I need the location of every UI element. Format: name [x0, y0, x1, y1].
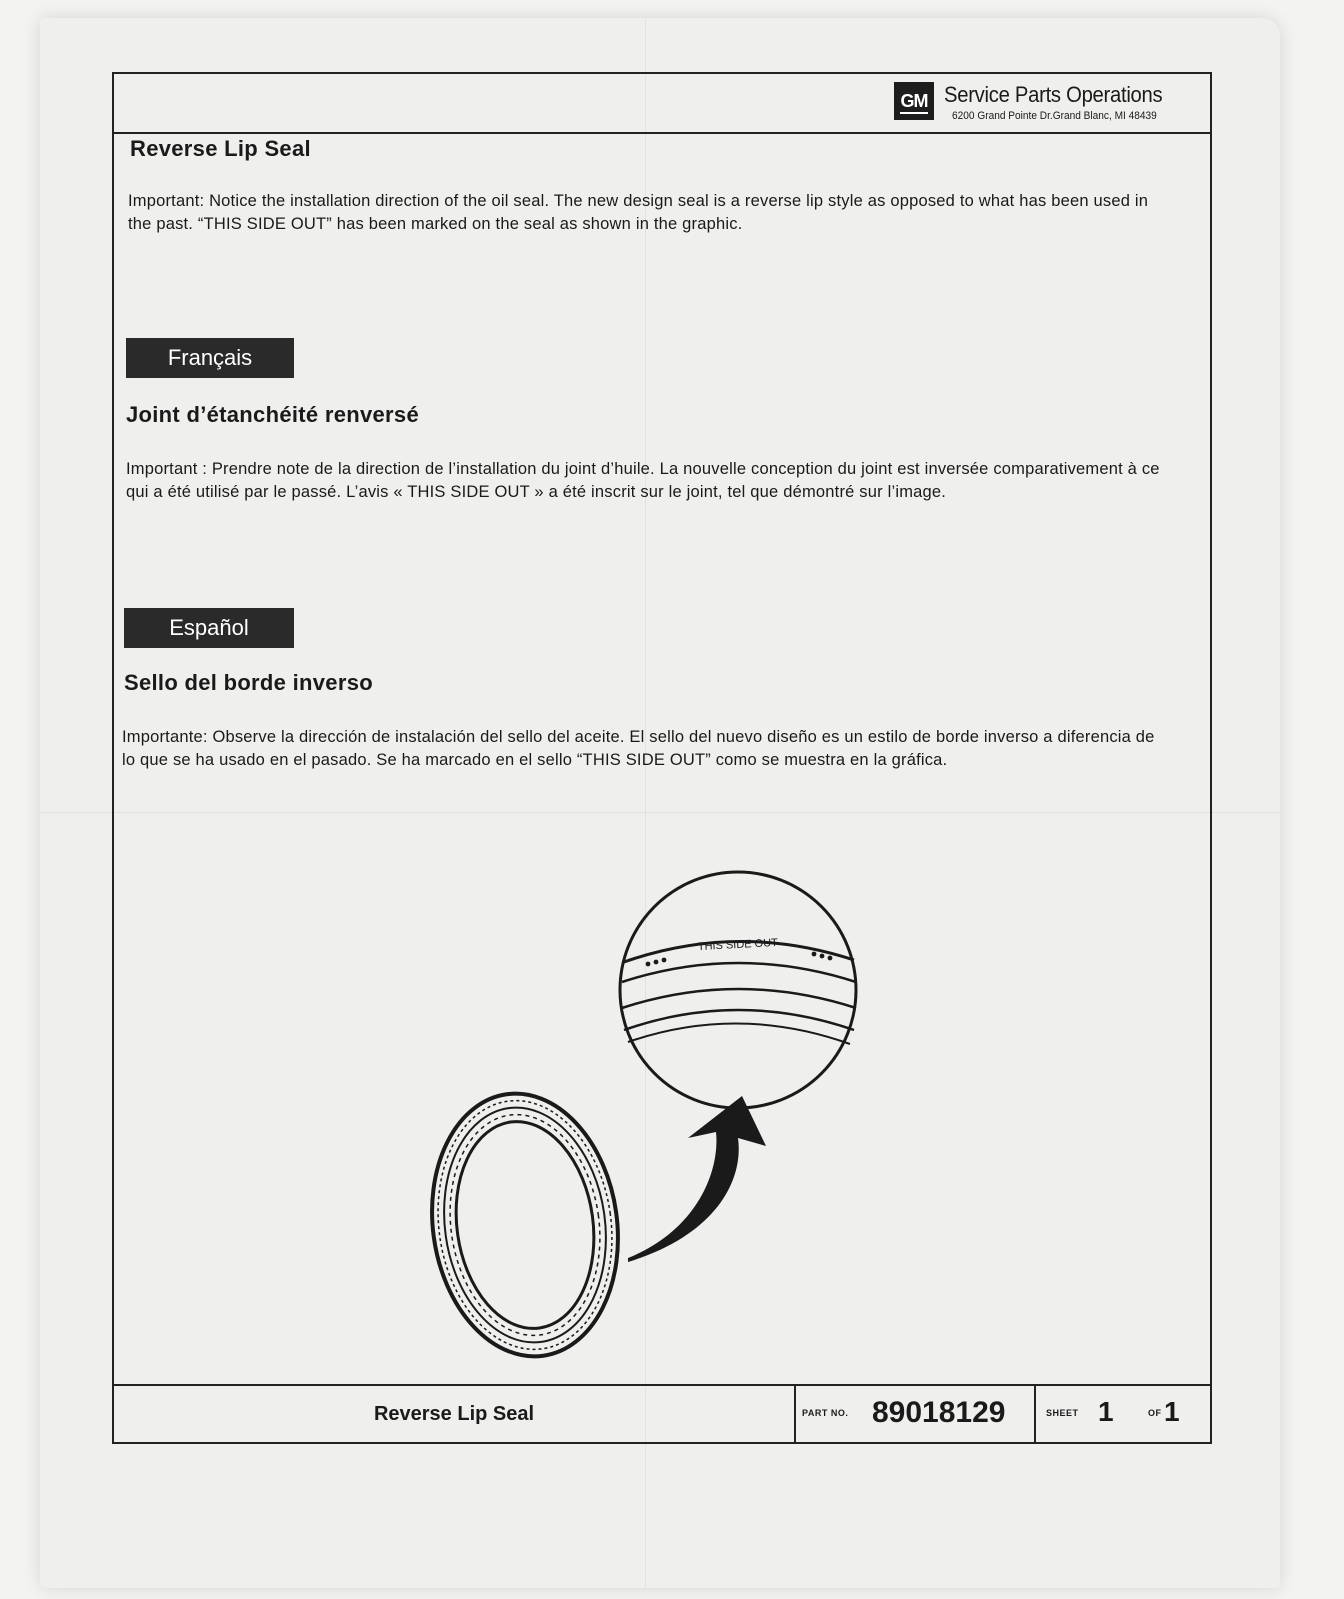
- part-number: 89018129: [872, 1396, 1006, 1429]
- footer-title: Reverse Lip Seal: [373, 1403, 535, 1425]
- french-language-badge: Français: [126, 338, 294, 378]
- sheet-cell: [1034, 1386, 1212, 1442]
- french-body: Important : Prendre note de la direction de l’installation du joint d’huile. La nouvelle conception du joint est inversée comparativement à ce qui a été utilisé par le passé. L’avis « THIS SIDE OUT » a été inscrit sur le joint, tel que démontré sur l’image.: [126, 460, 1160, 501]
- sheet-label: SHEET: [1046, 1408, 1079, 1418]
- company-address: 6200 Grand Pointe Dr.Grand Blanc, MI 48439: [952, 110, 1157, 122]
- seal-marking-text: THIS SIDE OUT: [697, 936, 779, 954]
- gm-logo: GM: [894, 82, 934, 120]
- header: [114, 74, 1210, 134]
- english-title: Reverse Lip Seal: [130, 136, 311, 161]
- part-no-label: PART NO.: [802, 1408, 849, 1418]
- footer: [114, 1384, 1210, 1442]
- spanish-title: Sello del borde inverso: [124, 670, 373, 695]
- seal-illustration: [420, 870, 900, 1370]
- spanish-language-badge: Español: [124, 608, 294, 648]
- of-label: OF: [1148, 1408, 1162, 1418]
- part-number-cell: [794, 1386, 1036, 1442]
- sheet-total: 1: [1164, 1396, 1180, 1427]
- magnified-detail: [620, 872, 856, 1108]
- company-name: Service Parts Operations: [944, 82, 1163, 107]
- spanish-body: Importante: Observe la dirección de instalación del sello del aceite. El sello del nuevo diseño es un estilo de borde inverso a diferencia de lo que se ha usado en el pasado. Se ha marcado en el sello “THIS SIDE OUT” como se muestra en la gráfica.: [122, 728, 1155, 769]
- arrow-icon: [628, 1096, 766, 1262]
- french-title: Joint d’étanchéité renversé: [126, 402, 419, 427]
- english-body: Important: Notice the installation direction of the oil seal. The new design seal is a reverse lip style as opposed to what has been used in the past. “THIS SIDE OUT” has been marked on the seal as shown in the graphic.: [128, 192, 1149, 233]
- seal-ring: [420, 1081, 634, 1368]
- sheet-number: 1: [1098, 1396, 1114, 1427]
